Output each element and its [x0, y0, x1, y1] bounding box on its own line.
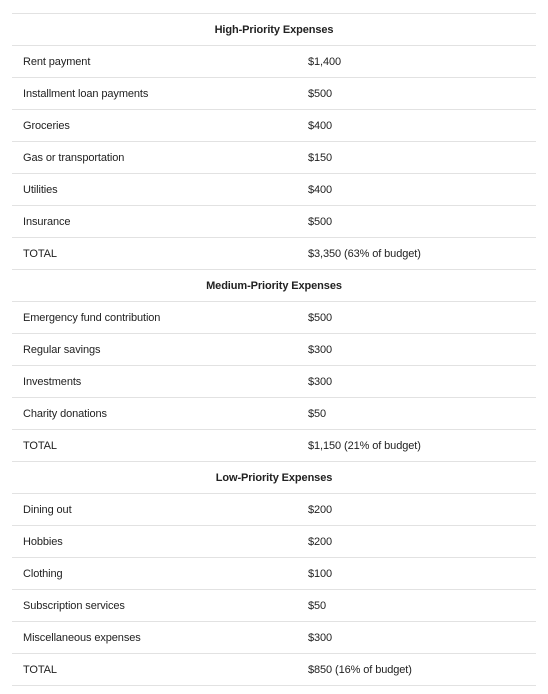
expense-amount: $150	[308, 151, 333, 164]
table-row	[12, 46, 536, 78]
budget-table	[12, 13, 536, 686]
table-row	[12, 494, 536, 526]
section-title: Medium-Priority Expenses	[206, 279, 342, 292]
section-title: High-Priority Expenses	[214, 23, 334, 36]
table-row	[12, 110, 536, 142]
expense-amount: $50	[308, 407, 327, 420]
expense-amount: $400	[308, 183, 333, 196]
table-row	[12, 590, 536, 622]
total-label: TOTAL	[23, 439, 57, 452]
expense-amount: $400	[308, 119, 333, 132]
total-amount: $1,150 (21% of budget)	[308, 439, 421, 452]
total-label: TOTAL	[23, 663, 57, 676]
total-label: TOTAL	[23, 247, 57, 260]
total-row-high-priority	[12, 238, 536, 270]
expense-label: Rent payment	[23, 55, 91, 68]
expense-amount: $500	[308, 87, 333, 100]
expense-label: Utilities	[23, 183, 58, 196]
expense-label: Clothing	[23, 567, 63, 580]
expense-amount: $300	[308, 375, 333, 388]
table-row	[12, 78, 536, 110]
section-title: Low-Priority Expenses	[215, 471, 333, 484]
expense-label: Insurance	[23, 215, 71, 228]
expense-amount: $300	[308, 343, 333, 356]
expense-label: Dining out	[23, 503, 72, 516]
expense-amount: $100	[308, 567, 333, 580]
expense-label: Investments	[23, 375, 82, 388]
table-row	[12, 526, 536, 558]
table-row	[12, 366, 536, 398]
expense-amount: $500	[308, 215, 333, 228]
table-row	[12, 142, 536, 174]
total-amount: $850 (16% of budget)	[308, 663, 412, 676]
expense-amount: $200	[308, 503, 333, 516]
expense-label: Miscellaneous expenses	[23, 631, 141, 644]
expense-label: Hobbies	[23, 535, 63, 548]
section-header-high-priority	[12, 14, 536, 46]
total-row-low-priority	[12, 654, 536, 686]
expense-amount: $200	[308, 535, 333, 548]
expense-label: Gas or transportation	[23, 151, 125, 164]
table-row	[12, 302, 536, 334]
expense-label: Subscription services	[23, 599, 125, 612]
total-row-medium-priority	[12, 430, 536, 462]
expense-amount: $1,400	[308, 55, 342, 68]
total-amount: $3,350 (63% of budget)	[308, 247, 421, 260]
table-row	[12, 622, 536, 654]
expense-amount: $300	[308, 631, 333, 644]
table-row	[12, 206, 536, 238]
table-row	[12, 174, 536, 206]
table-row	[12, 398, 536, 430]
expense-amount: $500	[308, 311, 333, 324]
table-row	[12, 558, 536, 590]
expense-label: Groceries	[23, 119, 70, 132]
expense-label: Regular savings	[23, 343, 101, 356]
expense-label: Charity donations	[23, 407, 107, 420]
expense-amount: $50	[308, 599, 327, 612]
section-header-medium-priority	[12, 270, 536, 302]
table-row	[12, 334, 536, 366]
expense-label: Installment loan payments	[23, 87, 149, 100]
expense-label: Emergency fund contribution	[23, 311, 161, 324]
section-header-low-priority	[12, 462, 536, 494]
